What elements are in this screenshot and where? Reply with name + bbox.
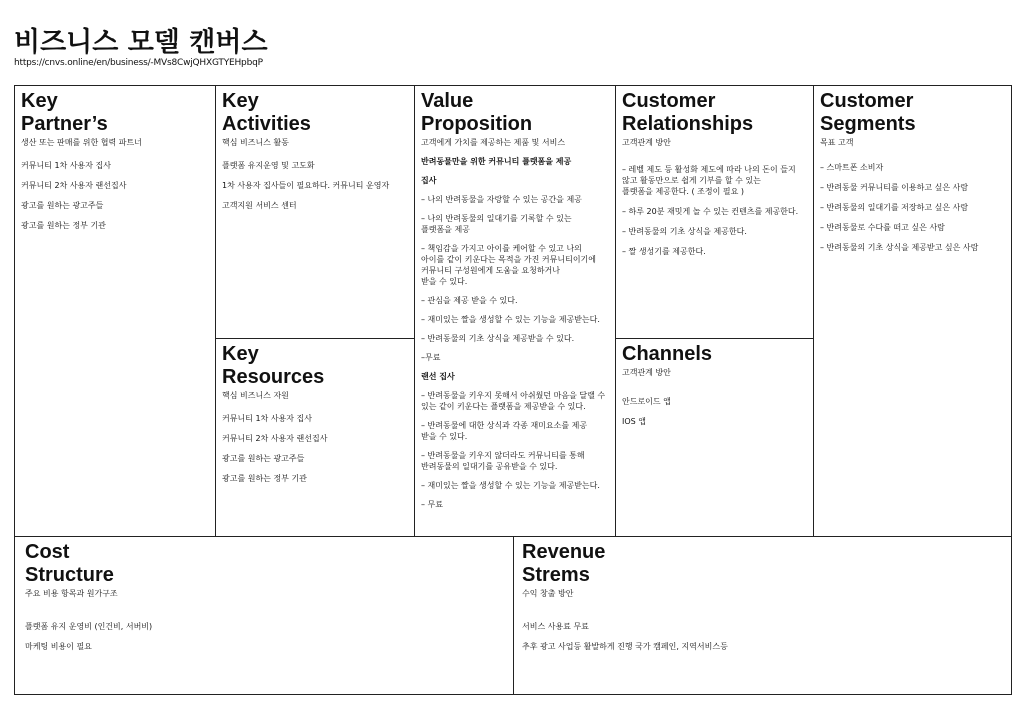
list-item: – 레벨 제도 등 활성화 제도에 따라 나의 돈이 들지 않고 활동만으로 쉽게 기부를 할 수 있는 플랫폼을 제공한다. ( 조정이 필요 ) <box>622 165 796 196</box>
list-item: 반려동물만을 위한 커뮤니티 플랫폼을 제공 <box>421 157 572 166</box>
page-title: 비즈니스 모델 캔버스 <box>14 27 268 58</box>
customer-relationships-section <box>615 85 814 339</box>
list-item: –무료 <box>421 353 441 362</box>
list-item: 안드로이드 앱 <box>622 397 671 406</box>
value-proposition-heading: Value Proposition <box>421 90 533 135</box>
list-item: – 스마트폰 소비자 <box>820 163 884 172</box>
cost-structure-subtitle: 주요 비용 항목과 원가구조 <box>25 589 118 598</box>
key-activities-heading: Key Activities <box>222 90 311 135</box>
list-item: 커뮤니티 1차 사용자 집사 <box>21 161 111 170</box>
page-url[interactable]: https://cnvs.online/en/business/-MVs8CwjQHXGTYEHpbqP <box>14 58 263 68</box>
list-item: 마케팅 비용이 필요 <box>25 642 92 651</box>
cost-structure-section <box>14 536 514 695</box>
list-item: 광고를 원하는 정부 기관 <box>21 221 106 230</box>
key-activities-subtitle: 핵심 비즈니스 활동 <box>222 138 289 147</box>
customer-relationships-heading: Customer Relationships <box>622 90 754 135</box>
list-item: – 책임감을 가지고 아이를 케어할 수 있고 나의 아이를 같이 키운다는 목적을 가진 커뮤니티이기에 커뮤니티 구성원에게 도움을 요청하거나 받을 수 있다. <box>421 244 597 286</box>
list-item: 커뮤니티 2차 사용자 랜선집사 <box>222 434 328 443</box>
list-item: 커뮤니티 2차 사용자 랜선집사 <box>21 181 127 190</box>
list-item: – 반려동물의 기초 상식을 제공받을 수 있다. <box>421 334 575 343</box>
customer-segments-heading: Customer Segments <box>820 90 916 135</box>
key-partners-heading: Key Partner’s <box>21 90 108 135</box>
channels-section <box>615 338 814 537</box>
list-item: – 반려동물 커뮤니티를 이용하고 싶은 사람 <box>820 183 969 192</box>
list-item: – 반려동물의 기초 상식을 제공받고 싶은 사람 <box>820 243 979 252</box>
list-item: – 나의 반려동물의 일대기를 기록할 수 있는 플랫폼을 제공 <box>421 214 572 234</box>
key-resources-section <box>215 338 415 537</box>
list-item: 1차 사용자 집사들이 필요하다. 커뮤니티 운영자 <box>222 181 390 190</box>
list-item: 플랫폼 유지운영 및 고도화 <box>222 161 315 170</box>
key-activities-section <box>215 85 415 339</box>
list-item: 서비스 사용료 무료 <box>522 622 589 631</box>
list-item: 광고를 원하는 광고주들 <box>21 201 104 210</box>
list-item: 광고를 원하는 정부 기관 <box>222 474 307 483</box>
value-proposition-subtitle: 고객에게 가치를 제공하는 제품 및 서비스 <box>421 138 566 147</box>
revenue-streams-subtitle: 수익 창출 방안 <box>522 589 574 598</box>
revenue-streams-heading: Revenue Strems <box>522 541 606 586</box>
list-item: 커뮤니티 1차 사용자 집사 <box>222 414 312 423</box>
list-item: – 나의 반려동물을 자랑할 수 있는 공간을 제공 <box>421 195 582 204</box>
list-item: – 짤 생성기를 제공한다. <box>622 247 706 256</box>
list-item: – 재미있는 짤을 생성할 수 있는 기능을 제공받는다. <box>421 481 600 490</box>
list-item: 집사 <box>421 176 437 185</box>
customer-segments-section <box>813 85 1012 537</box>
list-item: – 반려동물을 키우지 못해서 아쉬웠던 마음을 달랠 수 있는 같이 키운다는 플랫폼을 제공받을 수 있다. <box>421 391 606 411</box>
list-item: – 반려동물의 기초 상식을 제공한다. <box>622 227 747 236</box>
list-item: – 반려동물에 대한 상식과 각종 재미요소를 제공 받을 수 있다. <box>421 421 588 441</box>
list-item: – 무료 <box>421 500 443 509</box>
list-item: 플랫폼 유지 운영비 (인건비, 서버비) <box>25 622 153 631</box>
cost-structure-heading: Cost Structure <box>25 541 114 586</box>
channels-heading: Channels <box>622 343 713 365</box>
key-resources-heading: Key Resources <box>222 343 325 388</box>
list-item: – 재미있는 짤을 생성할 수 있는 기능을 제공받는다. <box>421 315 600 324</box>
key-partners-section <box>14 85 216 537</box>
value-proposition-section <box>414 85 616 537</box>
list-item: – 반려동물의 일대기를 저장하고 싶은 사람 <box>820 203 969 212</box>
customer-relationships-subtitle: 고객관계 방안 <box>622 138 671 147</box>
list-item: IOS 앱 <box>622 417 647 426</box>
list-item: – 반려동물로 수다를 떠고 싶은 사람 <box>820 223 945 232</box>
key-resources-subtitle: 핵심 비즈니스 자원 <box>222 391 289 400</box>
list-item: – 관심을 제공 받을 수 있다. <box>421 296 518 305</box>
customer-segments-subtitle: 목표 고객 <box>820 138 854 147</box>
key-partners-subtitle: 생산 또는 판매를 위한 협력 파트너 <box>21 138 142 147</box>
list-item: 랜선 집사 <box>421 372 455 381</box>
list-item: – 반려동물을 키우지 않더라도 커뮤니티를 통해 반려동물의 일대기를 공유받을 수 있다. <box>421 451 585 471</box>
channels-subtitle: 고객관계 방안 <box>622 368 671 377</box>
list-item: 추후 광고 사업등 활발하게 진행 국가 캠페인, 지역서비스등 <box>522 642 728 651</box>
revenue-streams-section <box>513 536 1012 695</box>
list-item: 광고를 원하는 광고주들 <box>222 454 305 463</box>
list-item: 고객지원 서비스 센터 <box>222 201 297 210</box>
list-item: – 하루 20분 재밋게 놀 수 있는 컨텐츠를 제공한다. <box>622 207 799 216</box>
